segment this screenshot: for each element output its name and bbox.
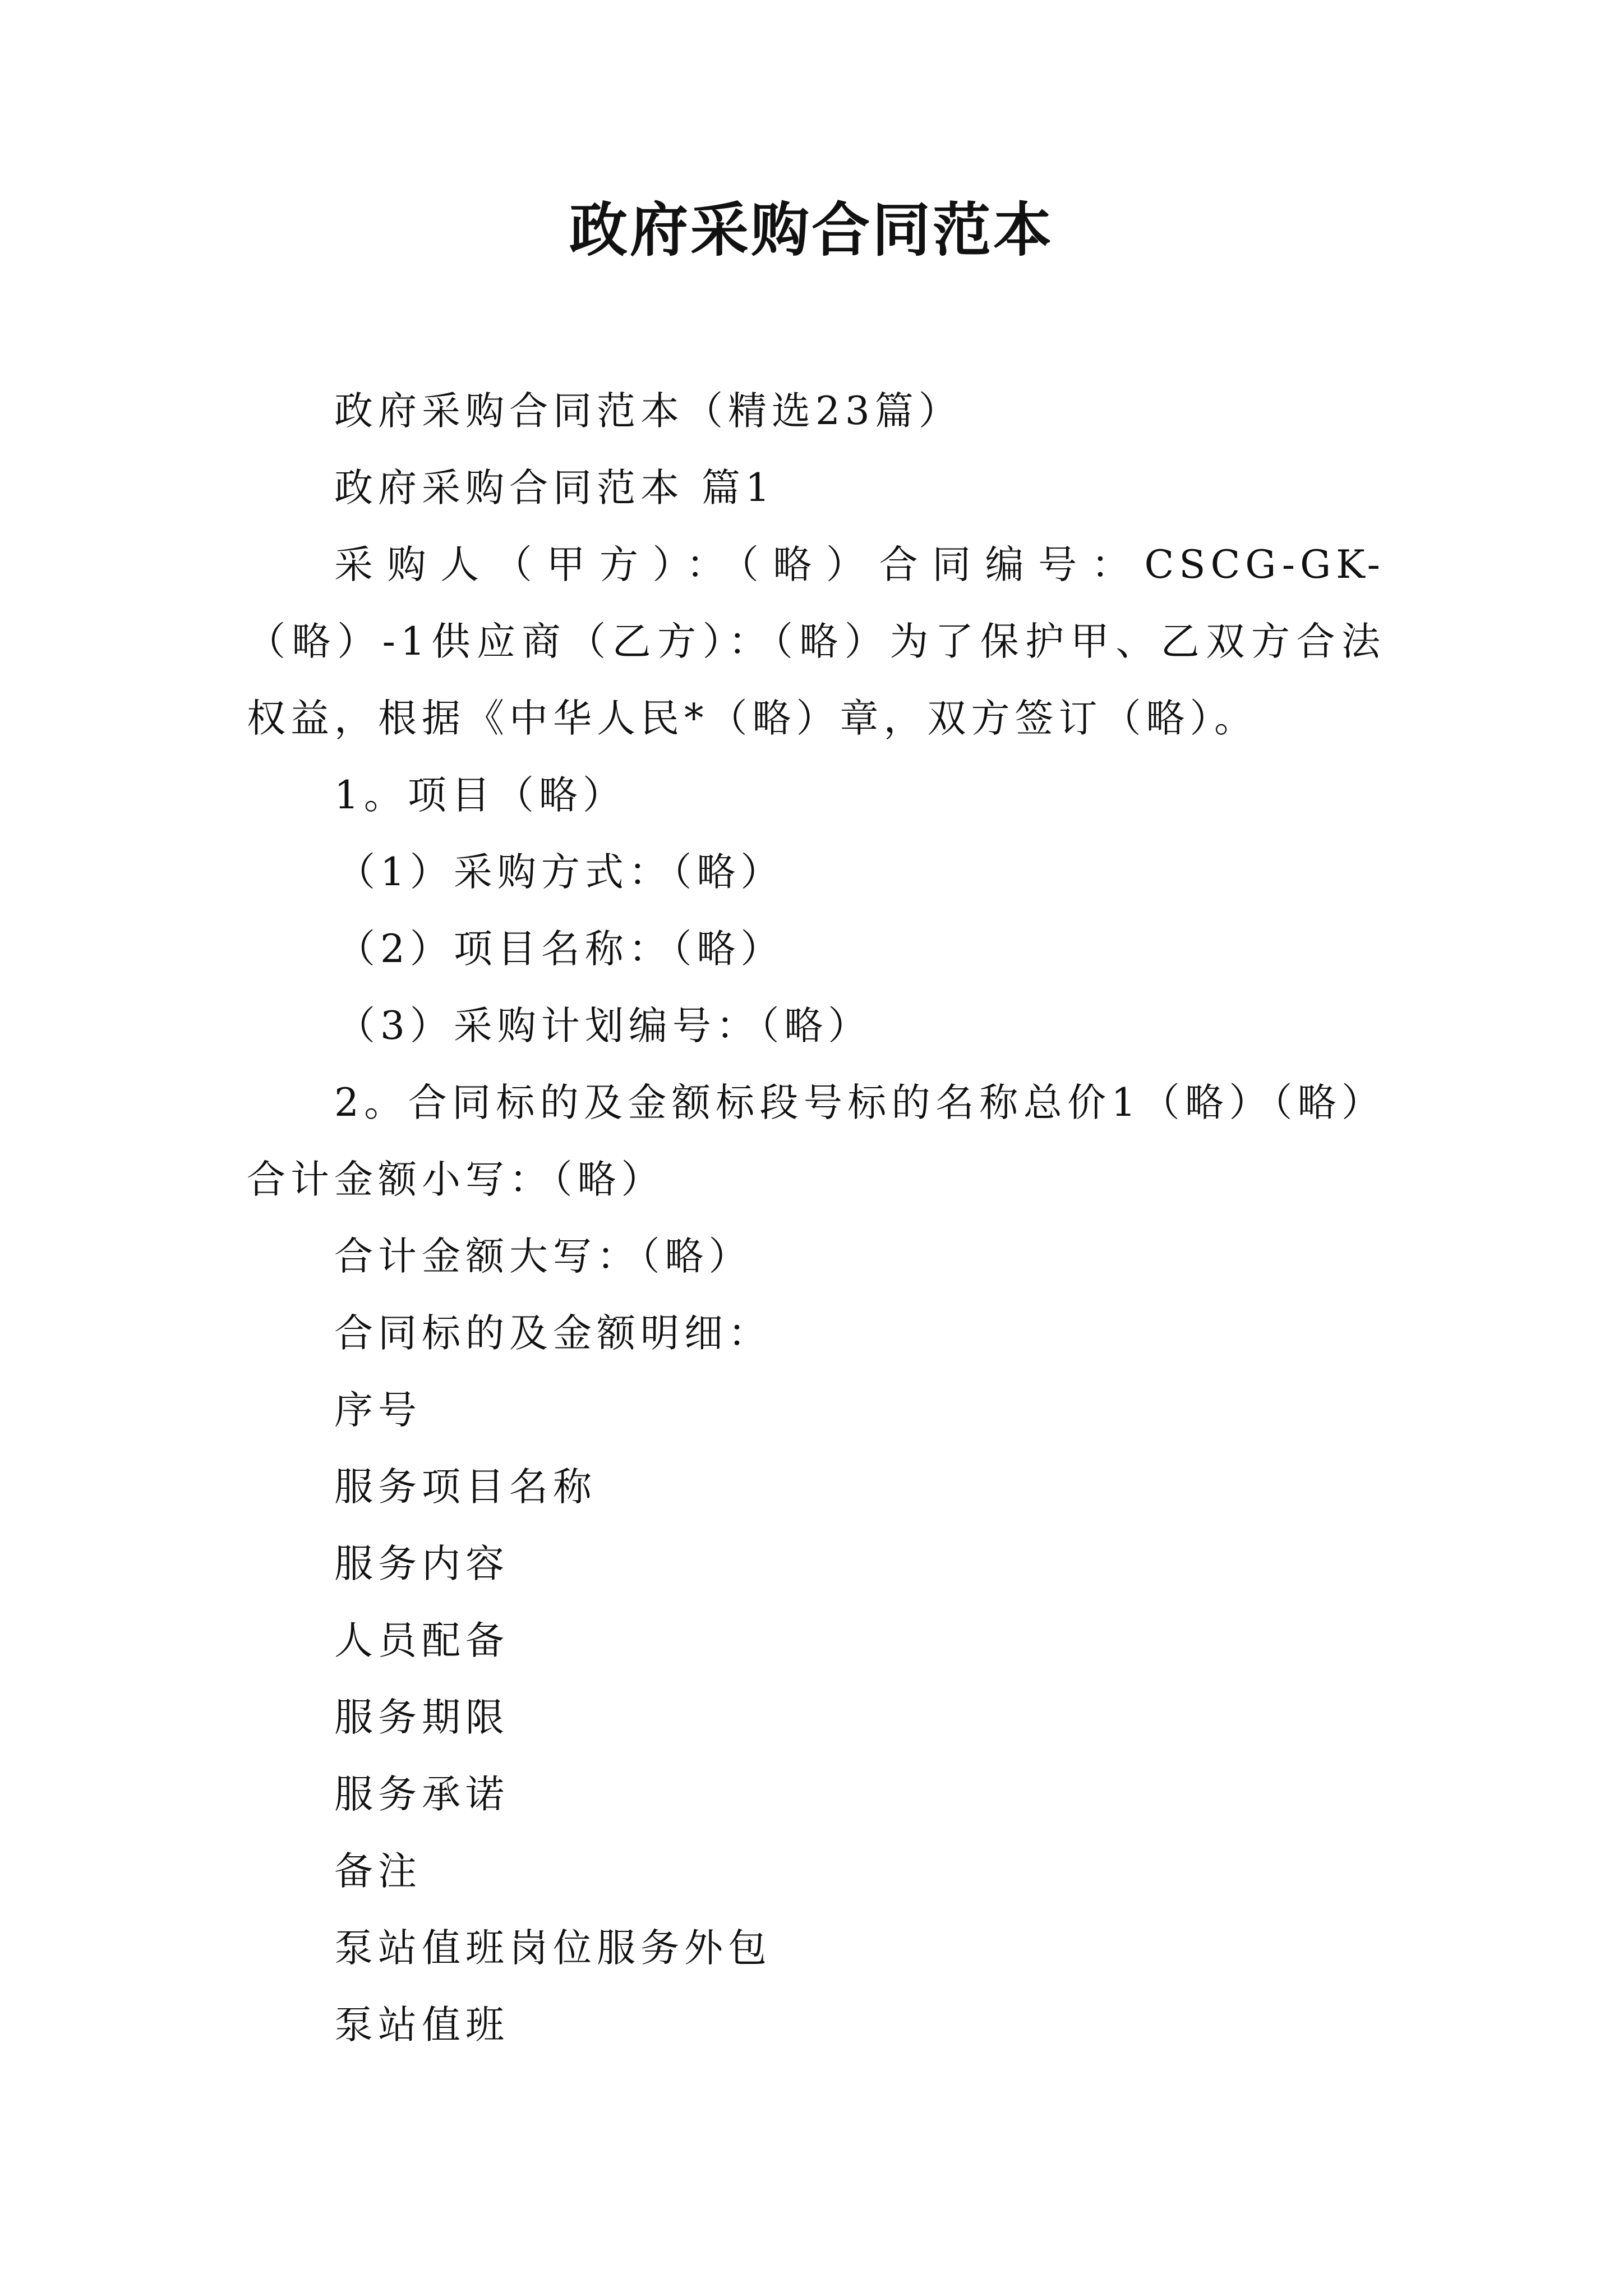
list-item: 服务内容 [334,1542,509,1586]
list-item: 服务期限 [334,1695,509,1740]
section-heading: 政府采购合同范本 篇1 [334,466,775,510]
document-title: 政府采购合同范本 [569,195,1054,264]
subtitle-line: 政府采购合同范本（精选23篇） [334,389,962,434]
list-item: （1）采购方式：（略） [336,850,785,895]
list-item: 服务项目名称 [334,1465,597,1510]
paragraph: 采购人（甲方）：（略）合同编号：CSCG-GK-（略）-1供应商（乙方）：（略）为了保护甲、乙双方合法权益，根据《中华人民*（略）章，双方签订（略）。 [247,542,1385,741]
document-body [247,373,1385,2064]
list-item: 泵站值班岗位服务外包 [334,1926,772,1971]
list-item: （3）采购计划编号：（略） [336,1004,872,1048]
list-item: 1。项目（略） [334,773,626,818]
list-item: 合计金额大写：（略） [334,1234,753,1279]
list-item: （2）项目名称：（略） [336,927,785,972]
list-item: 泵站值班 [334,2003,509,2047]
list-item: 服务承诺 [334,1772,509,1817]
paragraph: 2。合同标的及金额标段号标的名称总价1（略）（略）合计金额小写：（略） [247,1080,1385,1202]
list-item: 序号 [334,1388,422,1433]
list-item: 人员配备 [334,1618,509,1663]
list-item: 合同标的及金额明细： [334,1311,772,1356]
list-item: 备注 [334,1849,422,1894]
